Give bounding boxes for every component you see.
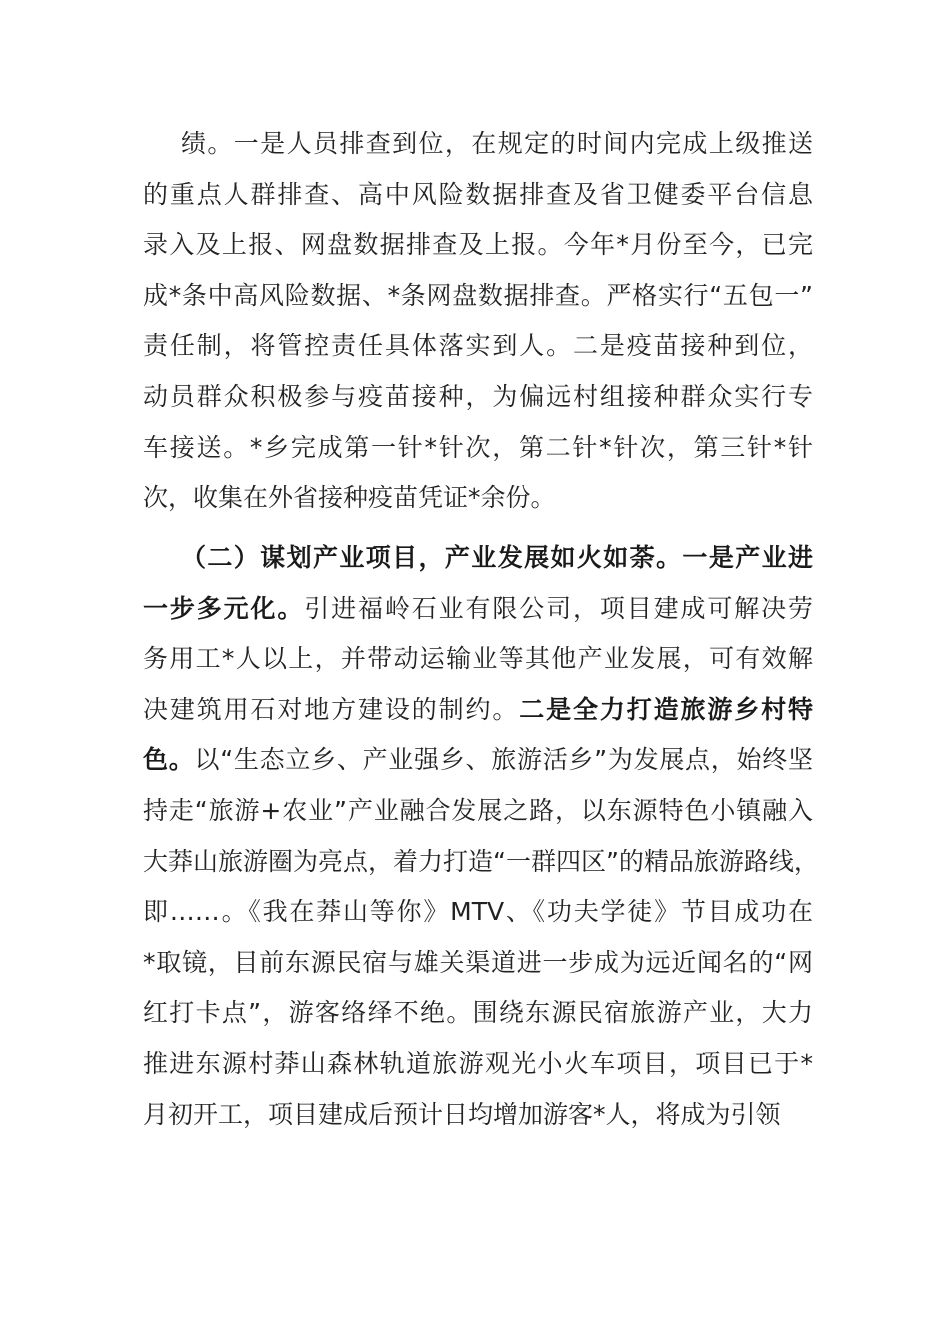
- text-run: 录入及上报、网盘数据排查及上报。今年*月份至今，已完: [143, 230, 813, 260]
- text-line: [143, 423, 813, 474]
- text-line: [143, 119, 813, 170]
- text-run: 车接送。*乡完成第一针*针次，第二针*针次，第三针*针: [143, 432, 813, 462]
- text-run: 红打卡点”，游客络绎不绝。围绕东源民宿旅游产业，大力: [143, 998, 813, 1028]
- text-line: [143, 372, 813, 423]
- text-line: [143, 786, 813, 837]
- text-run: 即……。《我在莽山等你》MTV、《功夫学徒》节目成功在: [143, 897, 813, 927]
- text-line: [143, 220, 813, 271]
- bold-text-run: （二）谋划产业项目，产业发展如火如荼。一是产业进: [181, 543, 813, 572]
- bold-text-run: 二是全力打造旅游乡村特: [519, 694, 813, 724]
- text-line: [143, 685, 813, 736]
- text-run: 动员群众积极参与疫苗接种，为偏远村组接种群众实行专: [143, 381, 813, 411]
- text-run: 成*条中高风险数据、*条网盘数据排查。严格实行“五包一”: [143, 280, 813, 310]
- text-line: [143, 634, 813, 685]
- text-line: [143, 837, 819, 888]
- text-line: [143, 473, 813, 524]
- text-run: 持走“旅游+农业”产业融合发展之路，以东源特色小镇融入: [143, 795, 813, 825]
- text-run: 的重点人群排查、高中风险数据排查及省卫健委平台信息: [143, 179, 813, 209]
- text-line: [143, 271, 813, 322]
- text-run: 引进福岭石业有限公司，项目建成可解决劳: [304, 593, 813, 623]
- text-line: [143, 533, 813, 584]
- text-run: 责任制，将管控责任具体落实到人。二是疫苗接种到位，: [143, 331, 813, 361]
- text-run: 以“生态立乡、产业强乡、旅游活乡”为发展点，始终坚: [194, 745, 813, 775]
- text-line: [143, 735, 813, 786]
- text-run: 务用工*人以上，并带动运输业等其他产业发展，可有效解: [143, 644, 813, 674]
- text-run: 月初开工，项目建成后预计日均增加游客*人，将成为引领: [143, 1099, 781, 1129]
- bold-text-run: 色。: [143, 745, 195, 775]
- text-run: 绩。一是人员排查到位，在规定的时间内完成上级推送: [181, 129, 813, 158]
- text-line: [143, 1090, 813, 1141]
- bold-text-run: 一步多元化。: [143, 593, 305, 623]
- text-line: [143, 170, 813, 221]
- text-run: 决建筑用石对地方建设的制约。: [143, 694, 520, 724]
- text-run: 推进东源村莽山森林轨道旅游观光小火车项目，项目已于*: [143, 1048, 813, 1078]
- text-run: 大莽山旅游圈为亮点，着力打造“一群四区”的精品旅游路线，: [143, 846, 819, 876]
- text-run: *取镜，目前东源民宿与雄关渠道进一步成为远近闻名的“网: [143, 947, 813, 977]
- text-run: 次，收集在外省接种疫苗凭证*余份。: [143, 483, 556, 513]
- text-line: [143, 938, 813, 989]
- paragraph-industry-projects: [143, 533, 819, 1140]
- text-line: [143, 321, 813, 372]
- paragraph-epidemic-control: [143, 119, 813, 524]
- text-line: [143, 887, 813, 938]
- text-line: [143, 584, 813, 635]
- text-line: [143, 1039, 813, 1090]
- text-line: [143, 988, 813, 1039]
